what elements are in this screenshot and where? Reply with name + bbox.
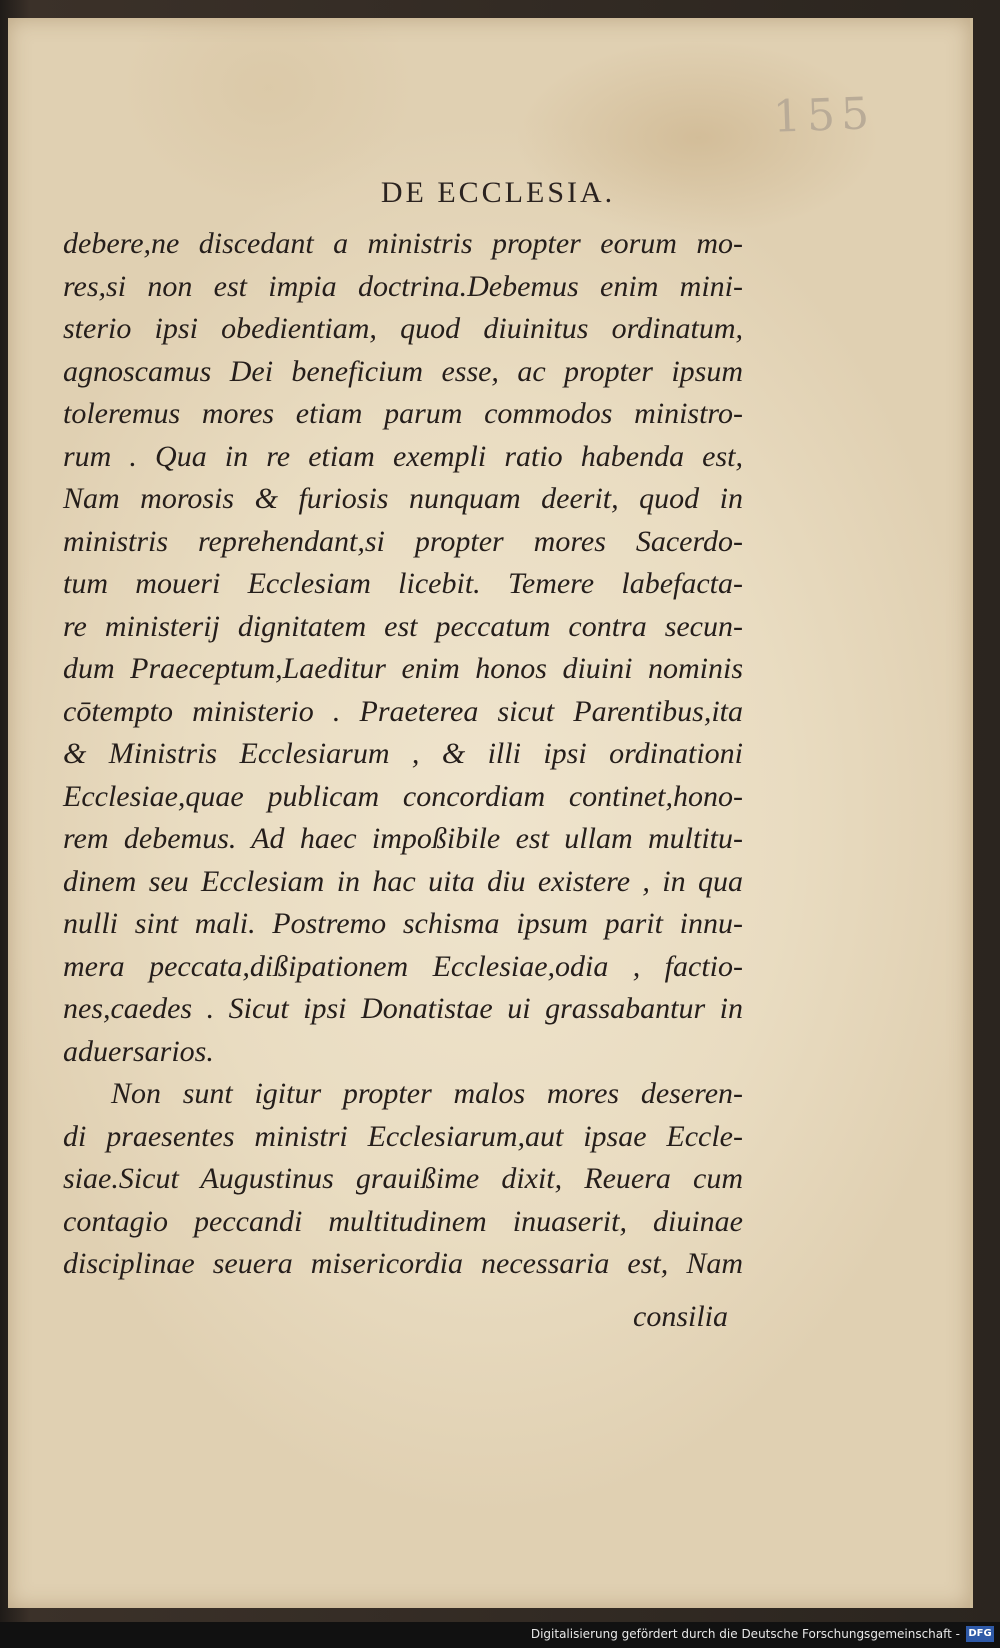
running-head: DE ECCLESIA. xyxy=(380,176,616,209)
folio-number: 155 xyxy=(772,88,876,143)
text-line: Ecclesiae,quae publicam concordiam continet,hono- xyxy=(63,779,743,813)
catchword: consilia xyxy=(633,1300,728,1333)
text-line: mera peccata,dißipationem Ecclesiae,odia , factio- xyxy=(63,949,743,983)
text-line: & Ministris Ecclesiarum , & illi ipsi ordinationi xyxy=(63,737,743,770)
text-line: debere,ne discedant a ministris propter eorum mo- xyxy=(63,227,743,260)
text-line: sterio ipsi obedientiam, quod diuinitus ordinatum, xyxy=(63,312,743,345)
footer-bar xyxy=(0,1622,1000,1648)
text-line: nes,caedes . Sicut ipsi Donatistae ui grassabantur in xyxy=(63,992,743,1025)
text-line: siae.Sicut Augustinus grauißime dixit, Reuera cum xyxy=(63,1162,743,1195)
text-line: tum moueri Ecclesiam licebit. Temere labefacta- xyxy=(63,567,743,600)
text-line: rum . Qua in re etiam exempli ratio habenda est, xyxy=(63,439,743,473)
dfg-logo-icon: DFG xyxy=(966,1626,994,1642)
text-line: toleremus mores etiam parum commodos ministro- xyxy=(63,397,743,430)
text-line: res,si non est impia doctrina.Debemus enim mini- xyxy=(63,269,743,303)
text-line: di praesentes ministri Ecclesiarum,aut ipsae Eccle- xyxy=(63,1119,743,1153)
footer-credit: Digitalisierung gefördert durch die Deutsche Forschungsgemeinschaft - xyxy=(530,1627,960,1641)
text-line: aduersarios. xyxy=(63,1034,214,1068)
text-line: Non sunt igitur propter malos mores deseren- xyxy=(111,1077,743,1110)
text-line: dum Praeceptum,Laeditur enim honos diuini nominis xyxy=(63,652,743,685)
text-line: re ministerij dignitatem est peccatum contra secun- xyxy=(63,609,743,643)
text-block xyxy=(63,223,743,1286)
text-line: rem debemus. Ad haec impoßibile est ullam multitu- xyxy=(63,822,743,855)
text-line: contagio peccandi multitudinem inuaserit, diuinae xyxy=(63,1204,743,1238)
text-line: nulli sint mali. Postremo schisma ipsum parit innu- xyxy=(63,907,743,940)
text-line: Nam morosis & furiosis nunquam deerit, quod in xyxy=(63,482,743,515)
text-line: dinem seu Ecclesiam in hac uita diu existere , in qua xyxy=(63,864,743,898)
book-page xyxy=(8,18,973,1608)
text-line: ministris reprehendant,si propter mores Sacerdo- xyxy=(63,524,743,558)
text-line: agnoscamus Dei beneficium esse, ac propter ipsum xyxy=(63,354,743,388)
text-line: disciplinae seuera misericordia necessaria est, Nam xyxy=(63,1247,743,1280)
text-line: cōtempto ministerio . Praeterea sicut Parentibus,ita xyxy=(63,694,743,728)
